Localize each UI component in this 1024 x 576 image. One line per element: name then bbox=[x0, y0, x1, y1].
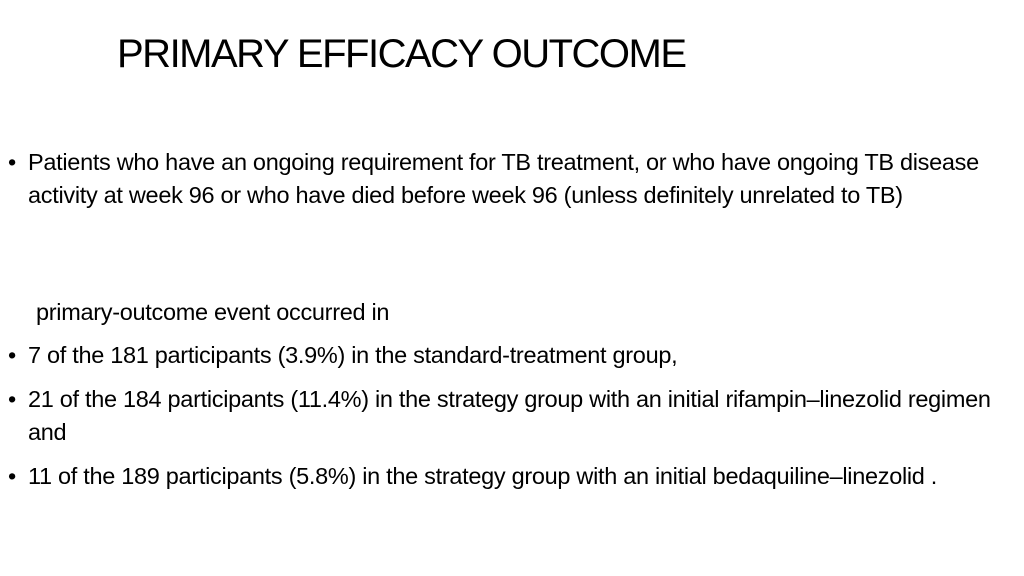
result-text: 11 of the 189 participants (5.8%) in the strategy group with an initial bedaquiline–linezolid . bbox=[28, 463, 938, 489]
result-text: 21 of the 184 participants (11.4%) in the strategy group with an initial rifampin–linezolid regimen and bbox=[28, 386, 991, 445]
bullet-marker: • bbox=[8, 463, 16, 489]
bullet-definition bbox=[8, 146, 1013, 212]
bullet-marker: • bbox=[8, 342, 16, 368]
definition-block bbox=[8, 146, 1013, 212]
definition-text: Patients who have an ongoing requirement for TB treatment, or who have ongoing TB disease activity at week 96 or who have died before week 96 (unless definitely unrelated to TB) bbox=[28, 149, 979, 208]
results-intro: primary-outcome event occurred in bbox=[36, 299, 390, 325]
slide-title: PRIMARY EFFICACY OUTCOME bbox=[117, 32, 686, 76]
bullet-marker: • bbox=[8, 386, 16, 412]
results-list bbox=[8, 339, 1013, 504]
result-text: 7 of the 181 participants (3.9%) in the standard-treatment group, bbox=[28, 342, 678, 368]
bullet-marker: • bbox=[8, 149, 16, 175]
result-item-standard bbox=[8, 339, 1013, 372]
result-item-rifampin-linezolid bbox=[8, 383, 1013, 449]
result-item-bedaquiline-linezolid bbox=[8, 460, 1013, 493]
